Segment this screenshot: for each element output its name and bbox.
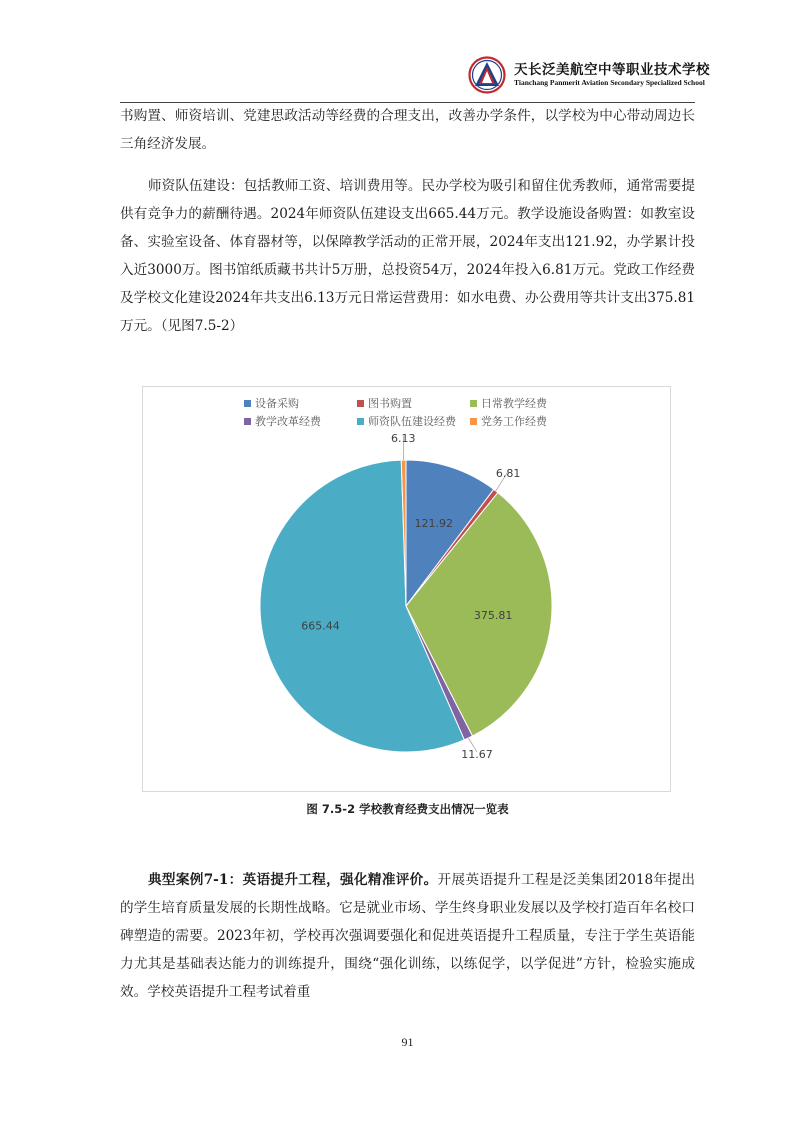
legend-label-4: 教学改革经费 xyxy=(255,415,321,428)
legend-swatch-5 xyxy=(357,418,364,425)
pie-chart-container xyxy=(142,386,671,792)
legend-swatch-2 xyxy=(357,400,364,407)
pie-chart xyxy=(143,387,670,791)
legend-swatch-4 xyxy=(244,418,251,425)
data-label-6: 6.13 xyxy=(391,432,416,446)
data-label-5: 665.44 xyxy=(301,619,340,633)
data-label-2: 6.81 xyxy=(495,467,521,481)
case-title: 典型案例7-1：英语提升工程，强化精准评价。 xyxy=(148,872,438,888)
legend-swatch-1 xyxy=(244,400,251,407)
legend-label-6: 党务工作经费 xyxy=(481,415,547,428)
legend-label-5: 师资队伍建设经费 xyxy=(368,415,456,428)
page-header xyxy=(120,52,710,102)
figure-caption: 图 7.5-2 学校教育经费支出情况一览表 xyxy=(306,802,509,816)
body-paragraph-1: 书购置、师资培训、党建思政活动等经费的合理支出，改善办学条件，以学校为中心带动周边长三角经济发展。 xyxy=(120,108,695,152)
legend-swatch-3 xyxy=(470,400,477,407)
legend-label-2: 图书购置 xyxy=(368,397,412,410)
school-name-en: Tianchang Panmerit Aviation Secondary Specialized School xyxy=(514,78,705,87)
case-paragraph xyxy=(120,866,695,1006)
body-paragraph-2: 师资队伍建设：包括教师工资、培训费用等。民办学校为吸引和留住优秀教师，通常需要提供有竞争力的薪酬待遇。2024年师资队伍建设支出665.44万元。教学设施设备购置：如教室设备、实验室设备、体育器材等，以保障教学活动的正常开展，2024年支出121.92，办学累计投入近3000万。图书馆纸质藏书共计5万册，总投资54万，2024年投入6.81万元。党政工作经费及学校文化建设2024年共支出6.13万元日常运营费用：如水电费、办公费用等共计支出375.81万元。（见图7.5-2） xyxy=(120,178,695,334)
school-logo xyxy=(468,56,506,94)
page-number: 91 xyxy=(401,1035,414,1049)
school-name-cn: 天长泛美航空中等职业技术学校 xyxy=(514,62,710,78)
legend-label-3: 日常教学经费 xyxy=(481,397,547,410)
data-label-3: 375.81 xyxy=(473,609,513,623)
data-label-4: 11.67 xyxy=(461,748,493,762)
case-text: 开展英语提升工程是泛美集团2018年提出的学生培育质量发展的长期性战略。它是就业市场、学生终身职业发展以及学校打造百年名校口碑塑造的需要。2023年初，学校再次强调要强化和促进英语提升工程质量，专注于学生英语能力尤其是基础表达能力的训练提升，围绕“强化训练，以练促学，以学促进”方针，检验实施成效。学校英语提升工程考试着重 xyxy=(120,872,695,1000)
legend-label-1: 设备采购 xyxy=(255,397,299,410)
legend-swatch-6 xyxy=(470,418,477,425)
data-label-1: 121.92 xyxy=(414,516,454,530)
